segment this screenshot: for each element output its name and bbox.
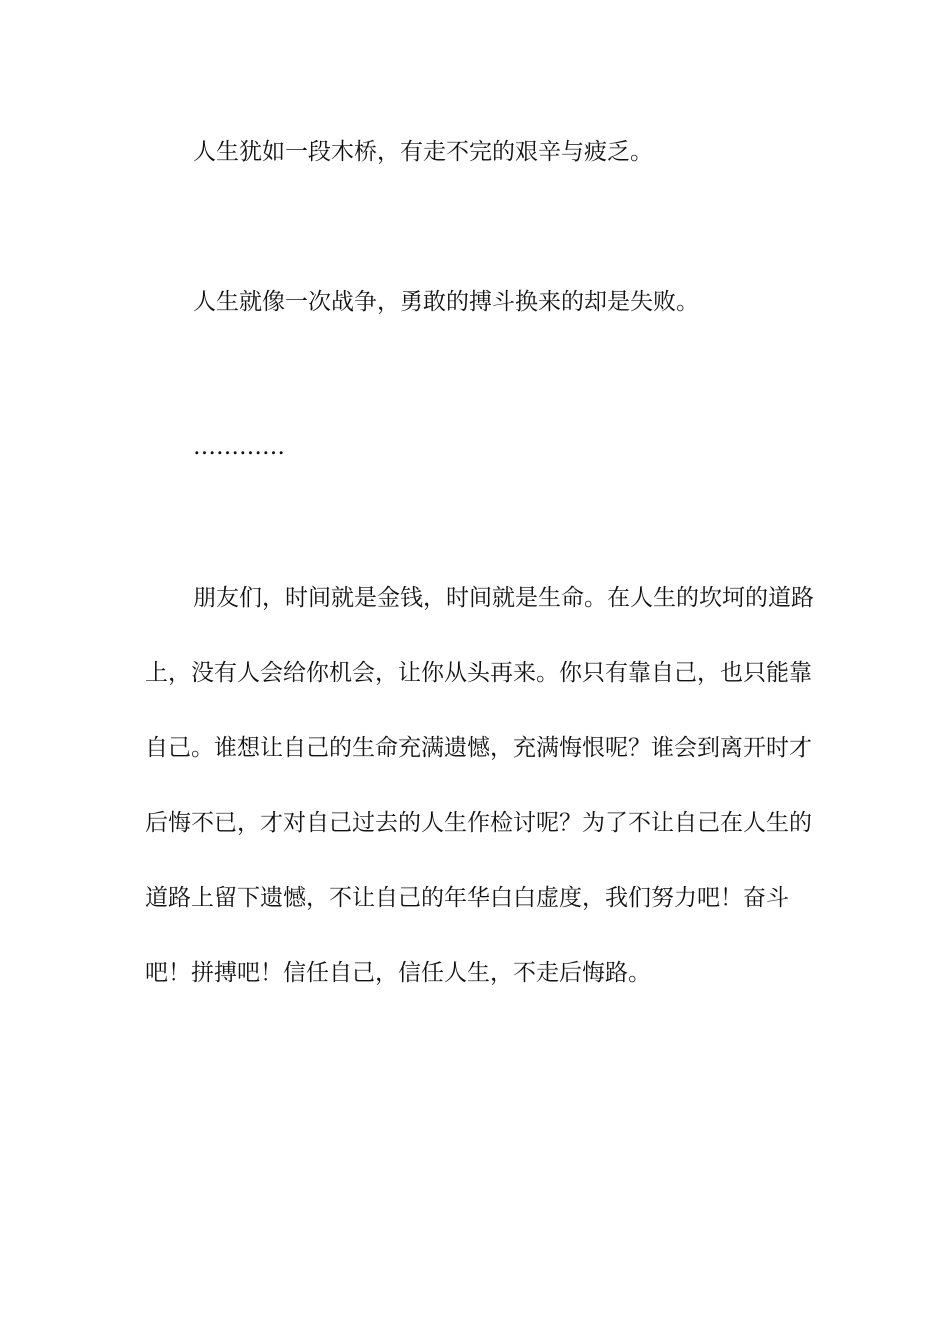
paragraph-wooden-bridge: 人生犹如一段木桥，有走不完的艰辛与疲乏。 (193, 139, 653, 165)
paragraph-friends: 朋友们，时间就是金钱，时间就是生命。在人生的坎坷的道路上，没有人会给你机会，让你从头再来。你只有靠自己，也只能靠自己。谁想让自己的生命充满遗憾，充满悔恨呢？谁会到离开时才后悔不已，才对自己过去的人生作检讨呢？为了不让自己在人生的道路上留下遗憾，不让自己的年华白白虚度，我们努力吧！奋斗吧！拼搏吧！信任自己，信任人生，不走后悔路。 (145, 585, 814, 986)
paragraph-ellipsis: ………… (193, 434, 285, 460)
paragraph-battle: 人生就像一次战争，勇敢的搏斗换来的却是失败。 (193, 289, 699, 315)
